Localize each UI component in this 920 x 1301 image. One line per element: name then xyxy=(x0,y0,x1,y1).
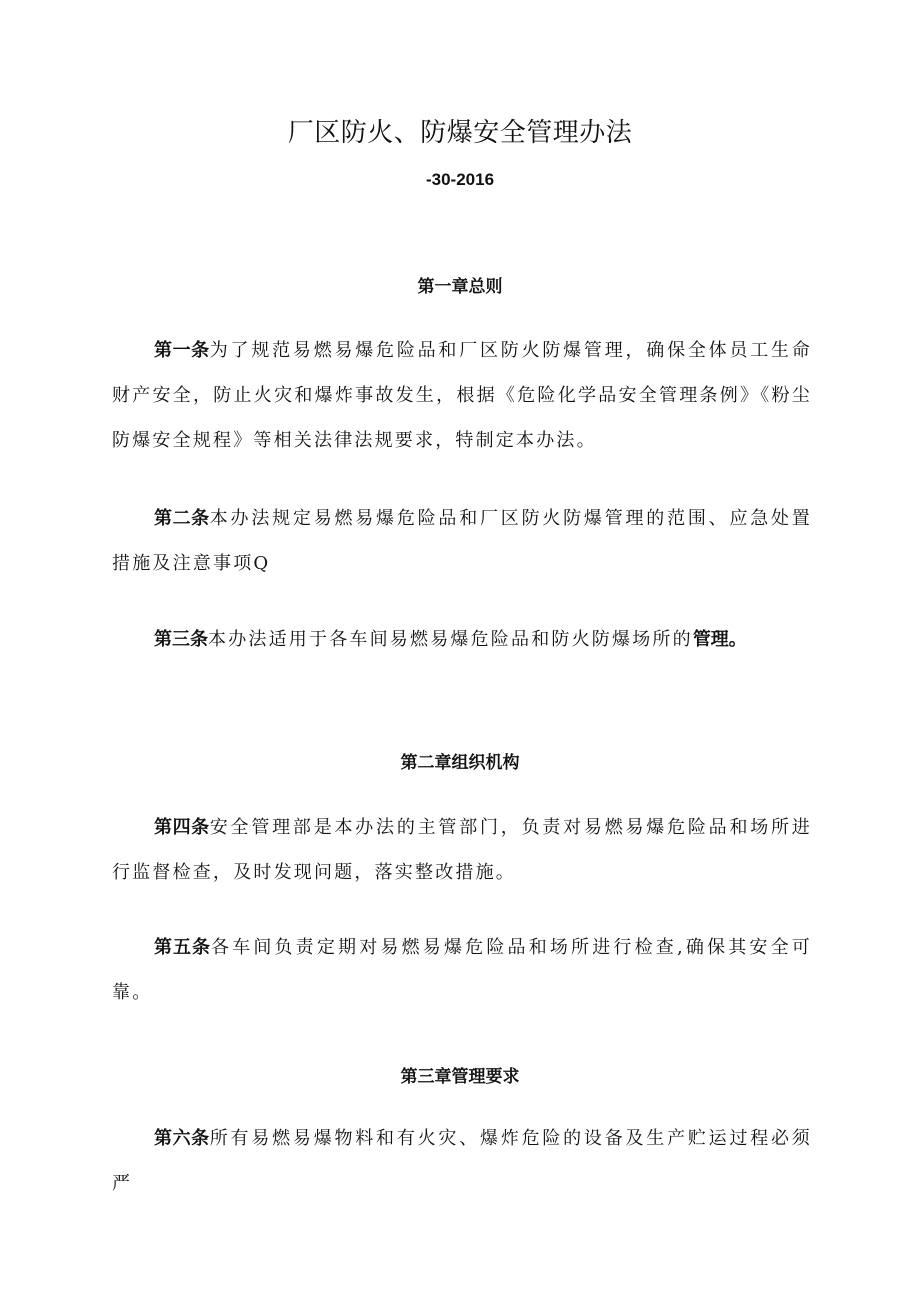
article-paragraph xyxy=(112,1116,812,1206)
article-text: 所有易燃易爆物料和有火灾、爆炸危险的设备及生产贮运过程必须严 xyxy=(112,1128,813,1194)
article-text: 安全管理部是本办法的主管部门，负责对易燃易爆危险品和场所进行监督检查，及时发现问题，落实整改措施。 xyxy=(112,817,813,883)
article-text: 本办法适用于各车间易燃易爆危险品和防火防爆场所的 xyxy=(208,629,693,650)
chapter-heading: 第二章组织机构 xyxy=(400,753,520,773)
article-paragraph xyxy=(112,925,812,1015)
article-paragraph xyxy=(112,617,812,662)
document-date: -30-2016 xyxy=(425,170,495,189)
chapter-heading: 第三章管理要求 xyxy=(400,1067,520,1087)
article-number: 第五条 xyxy=(154,937,211,958)
chapter-heading: 第一章总则 xyxy=(417,277,503,297)
article-number: 第三条 xyxy=(154,629,208,650)
article-number: 第一条 xyxy=(154,340,210,361)
article-text: 为了规范易燃易爆危险品和厂区防火防爆管理，确保全体员工生命财产安全，防止火灾和爆炸事故发生，根据《危险化学品安全管理条例》《粉尘防爆安全规程》等相关法律法规要求，特制定本办法。 xyxy=(112,340,813,451)
article-number: 第六条 xyxy=(154,1128,210,1149)
article-number: 第四条 xyxy=(154,817,210,838)
article-number: 第二条 xyxy=(154,508,210,529)
article-text: 本办法规定易燃易爆危险品和厂区防火防爆管理的范围、应急处置措施及注意事项Q xyxy=(112,508,813,574)
article-paragraph xyxy=(112,496,812,586)
article-text: 各车间负责定期对易燃易爆危险品和场所进行检查,确保其安全可靠。 xyxy=(112,937,812,1003)
document-title: 厂区防火、防爆安全管理办法 xyxy=(287,118,633,148)
article-text-emphasis: 管理。 xyxy=(692,629,747,650)
article-paragraph xyxy=(112,328,812,463)
article-paragraph xyxy=(112,805,812,895)
